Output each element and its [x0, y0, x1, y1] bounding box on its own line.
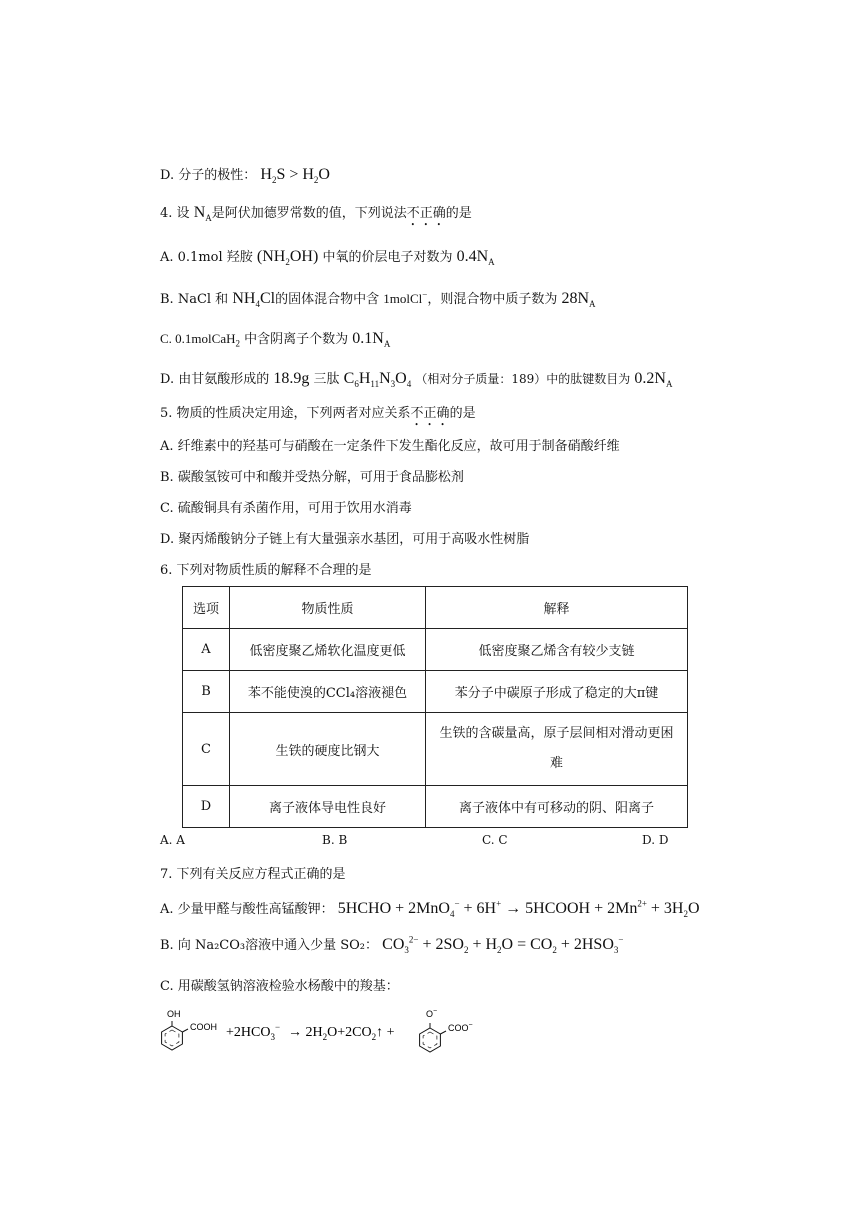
table-row: [183, 671, 688, 713]
q5-stem: 5. 物质的性质决定用途，下列两者对应关系不正确的是: [160, 406, 476, 421]
q3-d-formula: $H_2S > H_2O$: [260, 166, 330, 186]
q4-stem: [160, 204, 472, 229]
salicylate-ring: [420, 1023, 446, 1052]
row-d-option: D: [183, 786, 230, 828]
header-explanation: 解释: [426, 587, 688, 629]
q4-d-formula: $C_6H_{11}N_3O_4$: [343, 370, 412, 390]
q5-option-b: B. 碳酸氢铵可中和酸并受热分解，可用于食品膨松剂: [160, 470, 464, 485]
q5-option-c: C. 硫酸铜具有杀菌作用，可用于饮用水消毒: [160, 501, 412, 516]
q4-option-d: [160, 370, 672, 389]
q6-choice-a: A. A: [160, 833, 185, 847]
q7-a-equation: 5HCHO + 2MnO$_4$− + 6H+ → 5HCOOH + $2Mn^{2+} + 3H_2O$: [337, 898, 700, 920]
q4-na: $N_A$: [193, 204, 212, 224]
q7-stem: 7. 下列有关反应方程式正确的是: [160, 867, 346, 882]
row-c-explanation: [426, 713, 688, 786]
q4-d-text2: 三肽: [313, 372, 340, 387]
q3-option-d: [160, 166, 330, 185]
q7-a-text: A. 少量甲醛与酸性高锰酸钾：: [160, 902, 334, 917]
table-row: [183, 713, 688, 786]
q7-option-c: C. 用碳酸氢钠溶液检验水杨酸中的羧基：: [160, 979, 399, 994]
q4-b-chem: $NH_4Cl$: [232, 290, 276, 310]
q4-a-value: $0.4N_A$: [456, 248, 495, 268]
q4-b-text: B. NaCl 和: [160, 292, 229, 307]
q4-c-text: 中含阴离子个数为: [244, 332, 349, 347]
q6-choice-d: D. D: [642, 833, 669, 847]
q7-option-a: [160, 900, 700, 919]
q4-d-mass: 18.9g: [273, 370, 310, 387]
q6-stem: 6. 下列对物质性质的解释不合理的是: [160, 563, 372, 578]
q4-stem-emph: 不正确: [406, 206, 446, 221]
row-d-explanation: 离子液体中有可移动的阴、阳离子: [426, 786, 688, 828]
q7-b-equation: $CO_3^{2-} + 2SO_2 + H_2O = CO_2 + 2HSO_3^-$: [382, 934, 624, 956]
row-b-explanation: 苯分子中碳原子形成了稳定的大π键: [426, 671, 688, 713]
q6-choice-b: B. B: [322, 833, 348, 847]
q4-d-value: $0.2N_A$: [634, 370, 673, 390]
reactant-bicarbonate: $+2HCO_3^-$: [226, 1022, 281, 1042]
table-row: [183, 629, 688, 671]
q7-b-text: B. 向 Na₂CO₃溶液中通入少量 SO₂：: [160, 938, 379, 953]
q4-c-chem: C. 0.1molCaH$_2$: [160, 331, 240, 349]
q6-choice-c: C. C: [482, 833, 508, 847]
row-d-property: 离子液体导电性良好: [230, 786, 426, 828]
q6-table: [182, 586, 688, 828]
q4-a-text2: 中氧的价层电子对数为: [322, 250, 453, 265]
row-c-explanation-line2: 难: [549, 756, 563, 771]
q4-stem-b: 是阿伏加德罗常数的值，下列说法: [211, 206, 407, 221]
oh-label: OH: [167, 1009, 181, 1019]
q5-stem-emph: 不正确: [410, 406, 450, 421]
salicylic-acid-ring: [162, 1021, 188, 1050]
row-c-option: C: [183, 713, 230, 786]
q7-option-b: [160, 936, 623, 955]
header-property: 物质性质: [230, 587, 426, 629]
q4-a-text: A. 0.1mol 羟胺: [160, 250, 253, 265]
q3-d-prefix: D. 分子的极性：: [160, 168, 257, 183]
q4-option-c: [160, 330, 390, 349]
q4-option-b: [160, 290, 596, 309]
q4-option-a: [160, 248, 495, 267]
row-b-option: B: [183, 671, 230, 713]
row-a-explanation: 低密度聚乙烯含有较少支链: [426, 629, 688, 671]
row-c-property: 生铁的硬度比钢大: [230, 713, 426, 786]
q4-c-value: $0.1N_A$: [352, 330, 391, 350]
ominus-label: O−: [426, 1008, 438, 1019]
row-a-option: A: [183, 629, 230, 671]
table-row: [183, 786, 688, 828]
q4-b-chem3: 1molCl−: [383, 289, 428, 306]
q5-option-d: D. 聚丙烯酸钠分子链上有大量强亲水基团，可用于高吸水性树脂: [160, 532, 530, 547]
q4-b-text3: ，则混合物中质子数为: [427, 292, 558, 307]
reaction-structures: [156, 1004, 496, 1064]
products-text: → $2H_2O+2CO_2↑$ +: [288, 1025, 395, 1042]
q4-stem-a: 4. 设: [160, 206, 190, 221]
row-c-explanation-line1: 生铁的含碳量高，原子层间相对滑动更困: [439, 726, 674, 741]
row-a-property: 低密度聚乙烯软化温度更低: [230, 629, 426, 671]
q7-c-equation: [156, 1004, 496, 1064]
q4-stem-c: 的是: [445, 206, 472, 221]
coo-label: COO−: [448, 1022, 473, 1033]
q4-a-chem: $(NH_2OH)$: [256, 248, 319, 268]
cooh-label: COOH: [190, 1022, 217, 1032]
row-b-property: 苯不能使溴的CCl₄溶液褪色: [230, 671, 426, 713]
q4-b-text2: 的固体混合物中含: [275, 292, 380, 307]
header-option: 选项: [183, 587, 230, 629]
q4-b-value: $28N_A$: [561, 290, 596, 310]
q4-d-text: D. 由甘氨酸形成的: [160, 372, 270, 387]
q5-option-a: A. 纤维素中的羟基可与硝酸在一定条件下发生酯化反应，故可用于制备硝酸纤维: [160, 439, 620, 454]
table-header-row: [183, 587, 688, 629]
q4-d-text3: （相对分子质量：189）中的肽键数目为: [415, 372, 631, 386]
